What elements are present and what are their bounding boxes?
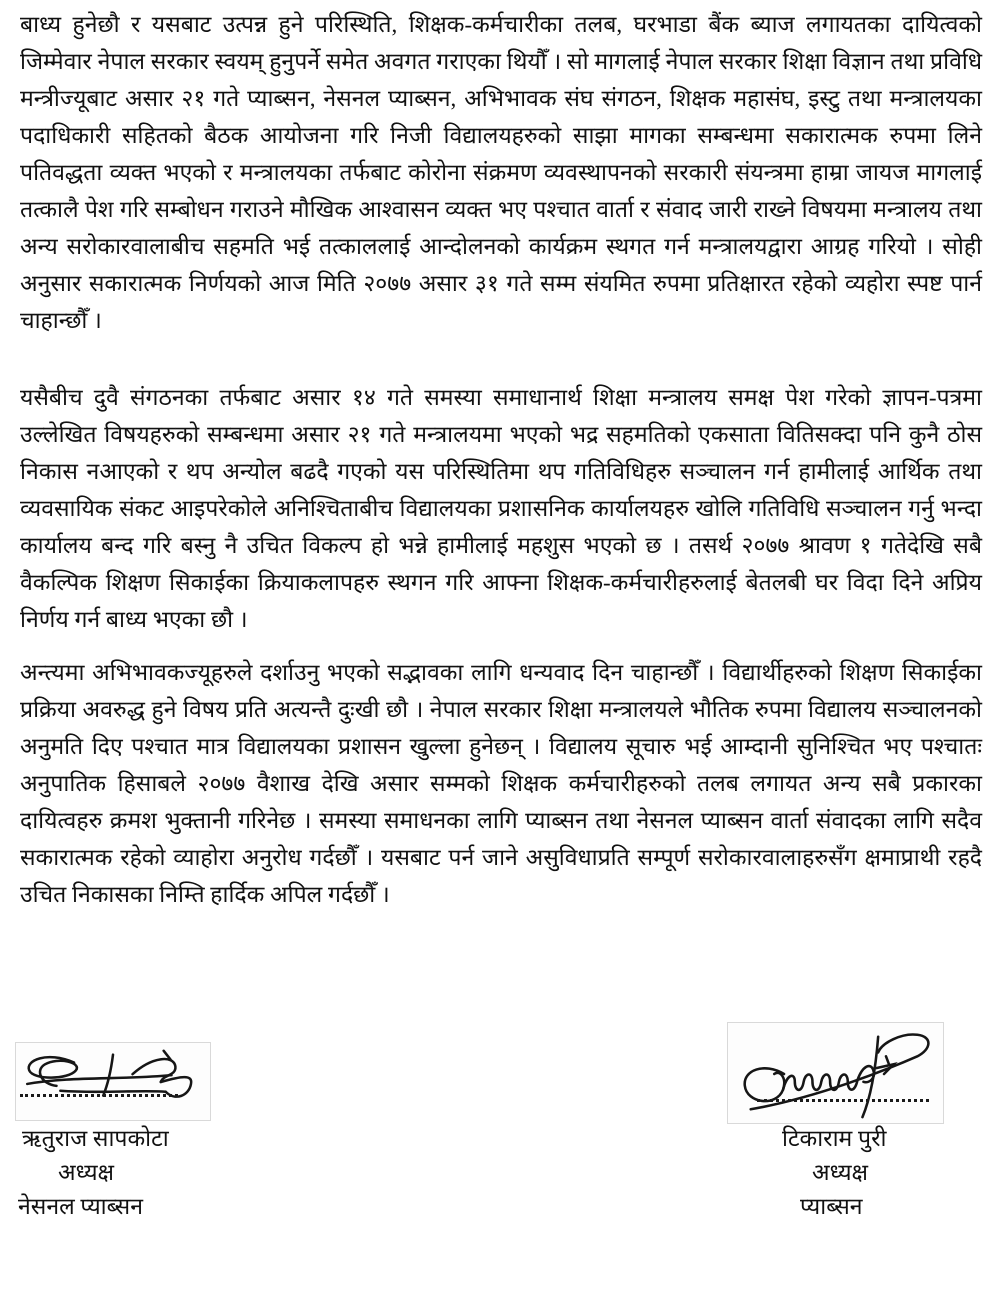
signature-dotted-line <box>757 1099 929 1102</box>
signature-dotted-line <box>20 1094 178 1097</box>
signatory-title: अध्यक्ष <box>58 1160 115 1185</box>
paragraph: बाध्य हुनेछौ र यसबाट उत्पन्न हुने परिस्थिति, शिक्षक-कर्मचारीका तलब, घरभाडा बैंक ब्याज लगायतका दायित्वको जिम्मेवार नेपाल सरकार स्वयम् हुनुपर्ने समेत अवगत गराएका थियौँ । सो मागलाई नेपाल सरकार शिक्षा विज्ञान तथा प्रविधि मन्त्रीज्यूबाट असार २१ गते प्याब्सन, नेसनल प्याब्सन, अभिभावक संघ संगठन, शिक्षक महासंघ, इस्टु तथा मन्त्रालयका पदाधिकारी सहितको बैठक आयोजना गरि निजी विद्यालयहरुको साझा मागका सम्बन्धमा सकारात्मक रुपमा लिने पतिवद्धता व्यक्त भएको र मन्त्रालयका तर्फबाट कोरोना संक्रमण व्यवस्थापनको सरकारी संयन्त्रमा हाम्रा जायज मागलाई तत्कालै पेश गरि सम्बोधन गराउने मौखिक आश्वासन व्यक्त भए पश्चात वार्ता र संवाद जारी राख्ने विषयमा मन्त्रालय तथा अन्य सरोकारवालाबीच सहमति भई तत्काललाई आन्दोलनको कार्यक्रम स्थगत गर्न मन्त्रालयद्वारा आग्रह गरियो । सोही अनुसार सकारात्मक निर्णयको आज मिति २०७७ असार ३१ गते सम्म संयमित रुपमा प्रतिक्षारत रहेको व्यहोरा स्पष्ट पार्न चाहान्छौँ । <box>20 12 982 333</box>
signatory-org: प्याब्सन <box>800 1194 863 1219</box>
signature-scribble-icon <box>16 1043 210 1120</box>
paragraph: अन्त्यमा अभिभावकज्यूहरुले दर्शाउनु भएको सद्भावका लागि धन्यवाद दिन चाहान्छौँ । विद्यार्थीहरुको शिक्षण सिकाईका प्रक्रिया अवरुद्ध हुने विषय प्रति अत्यन्तै दुःखी छौ । नेपाल सरकार शिक्षा मन्त्रालयले भौतिक रुपमा विद्यालय सञ्चालनको अनुमति दिए पश्चात मात्र विद्यालयका प्रशासन खुल्ला हुनेछन् । विद्यालय सूचारु भई आम्दानी सुनिश्चित भए पश्चातः अनुपातिक हिसाबले २०७७ वैशाख देखि असार सम्मको शिक्षक कर्मचारीहरुको तलब लगायत अन्य सबै प्रकारका दायित्वहरु क्रमश भुक्तानी गरिनेछ । समस्या समाधनका लागि प्याब्सन तथा नेसनल प्याब्सन वार्ता संवादका लागि सदैव सकारात्मक रहेको व्याहोरा अनुरोध गर्दछौँ । यसबाट पर्न जाने असुविधाप्रति सम्पूर्ण सरोकारवालाहरुसँग क्षमाप्राथी रहदै उचित निकासका निम्ति हार्दिक अपिल गर्दछौँ । <box>20 660 982 907</box>
signatory-org: नेसनल प्याब्सन <box>18 1194 143 1219</box>
letter-body <box>20 6 982 913</box>
paragraph: यसैबीच दुवै संगठनका तर्फबाट असार १४ गते समस्या समाधानार्थ शिक्षा मन्त्रालय समक्ष पेश गरेको ज्ञापन-पत्रमा उल्लेखित विषयहरुको सम्बन्धमा असार २१ गते मन्त्रालयमा भएको भद्र सहमतिको एकसाता वितिसक्दा पनि कुनै ठोस निकास नआएको र थप अन्योल बढदै गएको यस परिस्थितिमा थप गतिविधिहरु सञ्चालन गर्न हामीलाई आर्थिक तथा व्यवसायिक संकट आइपरेकोले अनिश्चिताबीच विद्यालयका प्रशासनिक कार्यालयहरु खोलि गतिविधि सञ्चालन गर्नु भन्दा कार्यालय बन्द गरि बस्नु नै उचित विकल्प हो भन्ने हामीलाई महशुस भएको छ । तसर्थ २०७७ श्रावण १ गतेदेखि सबै वैकल्पिक शिक्षण सिकाईका क्रियाकलापहरु स्थगन गरि आफ्ना शिक्षक-कर्मचारीहरुलाई बेतलबी घर विदा दिने अप्रिय निर्णय गर्न बाध्य भएका छौ । <box>20 385 982 632</box>
left-signature-image <box>15 1042 211 1121</box>
signatory-title: अध्यक्ष <box>812 1160 869 1185</box>
signatory-name: टिकाराम पुरी <box>782 1126 887 1151</box>
right-signature-image <box>727 1022 944 1124</box>
signature-scribble-icon <box>728 1023 943 1123</box>
signatory-name: ऋतुराज सापकोटा <box>22 1126 169 1151</box>
